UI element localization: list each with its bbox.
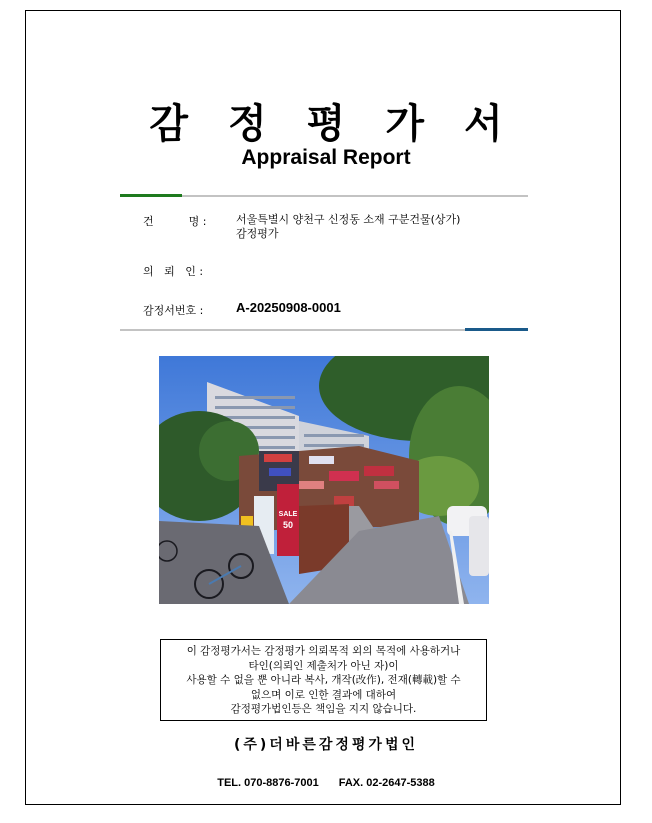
field-value-report-number: A-20250908-0001 xyxy=(236,300,341,315)
fax-number: FAX. 02-2647-5388 xyxy=(338,777,435,789)
title-korean xyxy=(0,92,652,149)
field-value-name xyxy=(236,213,460,241)
company-name: (주)더바른감정평가법인 xyxy=(233,737,419,753)
top-divider-accent xyxy=(120,194,182,197)
svg-text:SALE: SALE xyxy=(278,511,298,518)
title-english: Appraisal Report xyxy=(241,146,411,169)
disclaimer-box xyxy=(160,639,487,721)
title-char: 정 xyxy=(228,101,267,147)
disclaimer-line: 타인(의뢰인 제출처가 아닌 자)이 xyxy=(248,659,399,672)
disclaimer-line: 없으며 이로 인한 결과에 대하여 xyxy=(250,688,397,701)
field-label-client: 의 뢰 인 : xyxy=(143,265,204,278)
disclaimer-line: 사용할 수 없을 뿐 아니라 복사, 개작(改作), 전재(轉載)할 수 xyxy=(186,674,461,686)
field-value-name-line2: 감정평가 xyxy=(236,227,279,240)
title-char: 가 xyxy=(385,101,424,147)
title-char: 서 xyxy=(463,101,503,147)
field-value-name-line1: 서울특별시 양천구 신정동 소재 구분건물(상가) xyxy=(236,213,461,226)
phone-number: TEL. 070-8876-7001 xyxy=(217,777,319,789)
title-char: 감 xyxy=(149,101,189,147)
field-label-name: 건 명 : xyxy=(143,215,207,228)
contact-info xyxy=(0,777,652,789)
disclaimer-line: 이 감정평가서는 감정평가 의뢰목적 외의 목적에 사용하거나 xyxy=(186,645,461,657)
disclaimer-line: 감정평가법인등은 책임을 지지 않습니다. xyxy=(230,703,417,715)
title-char: 평 xyxy=(306,101,346,147)
svg-text:50: 50 xyxy=(282,520,294,530)
field-label-report-number: 감정서번호 : xyxy=(143,304,204,317)
property-photo xyxy=(159,356,489,604)
bottom-divider-accent xyxy=(465,328,528,331)
